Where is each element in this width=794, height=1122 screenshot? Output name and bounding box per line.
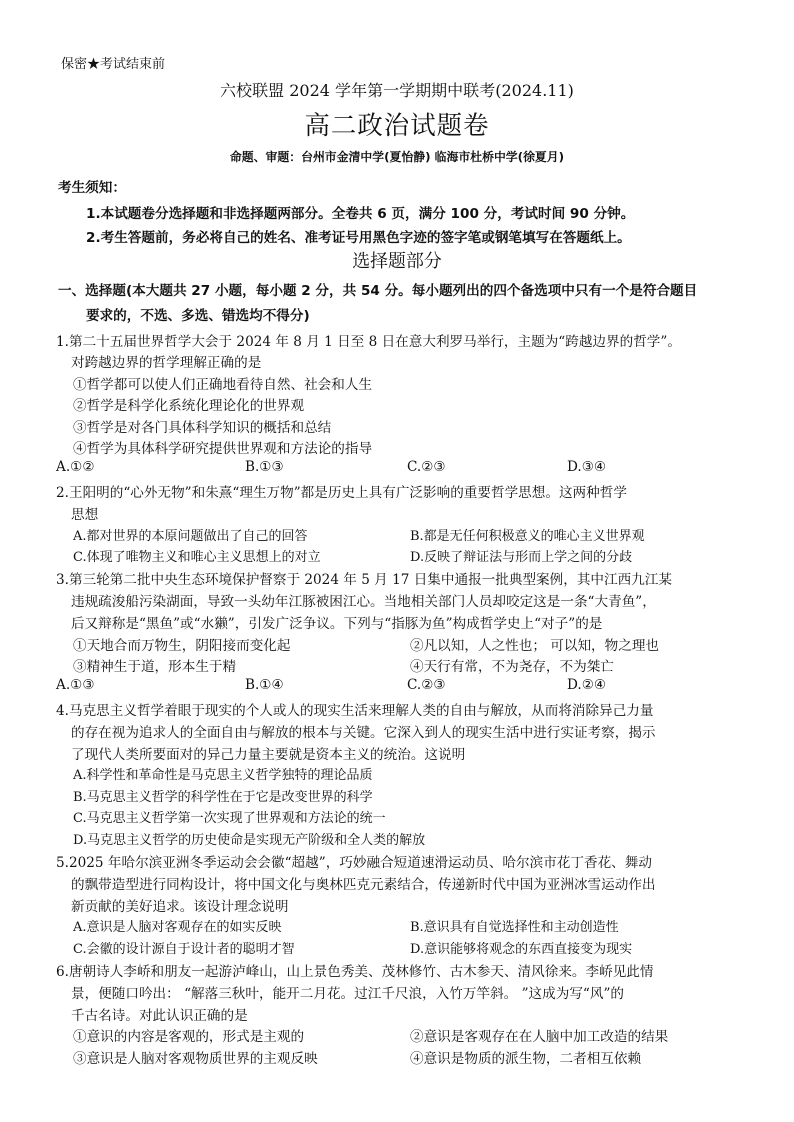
question-4-option-c[interactable]: C.马克思主义哲学第一次实现了世界观和方法论的统一 xyxy=(73,811,386,826)
question-1-statement: ②哲学是科学化系统化理论化的世界观 xyxy=(73,398,305,414)
question-5-stem-cont: 的飘带造型进行同构设计，将中国文化与奥林匹克元素结合，传递新时代中国为亚洲冰雪运动作出 xyxy=(71,877,656,893)
question-1-option-b[interactable]: B.①③ xyxy=(245,459,284,475)
question-3-statement: ①天地合而万物生，阴阳接而变化起 xyxy=(73,638,291,654)
question-2-option-b[interactable]: B.都是无任何积极意义的唯心主义世界观 xyxy=(410,529,645,544)
question-1-option-a[interactable]: A.①② xyxy=(56,459,95,475)
question-1-option-c[interactable]: C.②③ xyxy=(407,459,446,475)
question-6-statement: ④意识是物质的派生物，二者相互依赖 xyxy=(410,1051,642,1067)
question-4-option-a[interactable]: A.科学性和革命性是马克思主义哲学独特的理论品质 xyxy=(73,768,373,783)
question-3-option-d[interactable]: D.②④ xyxy=(567,677,607,693)
question-1-option-d[interactable]: D.③④ xyxy=(567,459,607,475)
part-header: 一、选择题(本大题共 27 小题，每小题 2 分，共 54 分。每小题列出的四个备选项中只有一个是符合题目 xyxy=(58,283,698,299)
question-2-option-c[interactable]: C.体现了唯物主义和唯心主义思想上的对立 xyxy=(73,550,321,565)
question-6-stem: 6.唐朝诗人李峤和朋友一起游泸峰山，山上景色秀美、茂林修竹、古木参天、清风徐来。李峤见此情 xyxy=(56,964,654,980)
question-5-stem: 5.2025 年哈尔滨亚洲冬季运动会会徽“超越”，巧妙融合短道速滑运动员、哈尔滨市花丁香花、舞动 xyxy=(56,855,652,871)
notice-item: 2.考生答题前，务必将自己的姓名、准考证号用黑色字迹的签字笔或钢笔填写在答题纸上。 xyxy=(86,230,631,246)
question-1-statement: ①哲学都可以使人们正确地看待自然、社会和人生 xyxy=(73,377,373,393)
question-1-statement: ④哲学为具体科学研究提供世界观和方法论的指导 xyxy=(73,441,373,457)
question-3-stem: 3.第三轮第二批中央生态环境保护督察于 2024 年 5 月 17 日集中通报一批典型案例，其中江西九江某 xyxy=(56,572,672,588)
notice-title: 考生须知： xyxy=(58,180,126,196)
page-title: 高二政治试题卷 xyxy=(304,110,490,140)
question-3-statement: ③精神生于道，形本生于精 xyxy=(73,659,237,675)
question-4-option-b[interactable]: B.马克思主义哲学的科学性在于它是改变世界的科学 xyxy=(73,790,373,805)
question-5-option-c[interactable]: C.会徽的设计源自于设计者的聪明才智 xyxy=(73,942,295,957)
question-5-stem-cont: 新贡献的美好追求。该设计理念说明 xyxy=(71,899,289,915)
question-5-option-a[interactable]: A.意识是人脑对客观存在的如实反映 xyxy=(73,920,282,935)
question-3-option-a[interactable]: A.①③ xyxy=(56,677,95,693)
question-4-option-d[interactable]: D.马克思主义哲学的历史使命是实现无产阶级和全人类的解放 xyxy=(73,833,426,848)
question-1-stem-cont: 对跨越边界的哲学理解正确的是 xyxy=(71,355,262,371)
question-3-statement: ②凡以知，人之性也； 可以知，物之理也 xyxy=(410,638,660,654)
question-2-option-a[interactable]: A.都对世界的本原问题做出了自己的回答 xyxy=(73,529,308,544)
question-5-option-d[interactable]: D.意识能够将观念的东西直接变为现实 xyxy=(410,942,633,957)
question-3-option-c[interactable]: C.②③ xyxy=(407,677,446,693)
question-6-stem-cont: 千古名诗。对此认识正确的是 xyxy=(71,1008,248,1024)
section-title: 选择题部分 xyxy=(352,251,442,272)
question-5-option-b[interactable]: B.意识具有自觉选择性和主动创造性 xyxy=(410,920,619,935)
notice-item: 1.本试题卷分选择题和非选择题两部分。全卷共 6 页，满分 100 分，考试时间 90 分钟。 xyxy=(86,206,635,222)
question-2-option-d[interactable]: D.反映了辩证法与形而上学之间的分歧 xyxy=(410,550,633,565)
question-4-stem: 4.马克思主义哲学着眼于现实的个人或人的现实生活来理解人类的自由与解放，从而将消除异己力量 xyxy=(56,703,654,719)
question-6-statement: ③意识是人脑对客观物质世界的主观反映 xyxy=(73,1051,318,1067)
part-header-cont: 要求的，不选、多选、错选均不得分) xyxy=(86,308,310,324)
question-2-stem-cont: 思想 xyxy=(71,507,99,523)
question-6-stem-cont: 景，便随口吟出： “解落三秋叶，能开二月花。过江千尺浪，入竹万竿斜。 ”这成为写“风”的 xyxy=(71,986,624,1002)
exam-name: 六校联盟 2024 学年第一学期期中联考(2024.11) xyxy=(220,81,574,100)
question-3-statement: ④天行有常，不为尧存，不为桀亡 xyxy=(410,659,614,675)
question-4-stem-cont: 的存在视为追求人的全面自由与解放的根本与关键。它深入到人的现实生活中进行实证考察，揭示 xyxy=(71,725,656,741)
question-6-statement: ②意识是客观存在在人脑中加工改造的结果 xyxy=(410,1029,669,1045)
question-4-stem-cont: 了现代人类所要面对的异己力量主要就是资本主义的统治。这说明 xyxy=(71,747,466,763)
question-1-statement: ③哲学是对各门具体科学知识的概括和总结 xyxy=(73,420,332,436)
question-3-stem-cont: 违规疏浚船污染湖面，导致一头幼年江豚被困江心。当地相关部门人员却咬定这是一条“大青鱼”， xyxy=(71,594,656,610)
question-3-stem-cont: 后又辩称是“黑鱼”或“水獭”，引发广泛争议。下列与“指豚为鱼”构成哲学史上“对子”的是 xyxy=(71,616,603,632)
question-2-stem: 2.王阳明的“心外无物”和朱熹“理生万物”都是历史上具有广泛影响的重要哲学思想。这两种哲学 xyxy=(56,485,627,501)
question-3-option-b[interactable]: B.①④ xyxy=(245,677,284,693)
confidential-mark: 保密★考试结束前 xyxy=(61,57,166,72)
authors-line: 命题、审题：台州市金清中学(夏怡静) 临海市杜桥中学(徐夏月) xyxy=(229,150,565,164)
question-6-statement: ①意识的内容是客观的，形式是主观的 xyxy=(73,1029,305,1045)
question-1-stem: 1.第二十五届世界哲学大会于 2024 年 8 月 1 日至 8 日在意大利罗马举行，主题为“跨越边界的哲学”。 xyxy=(56,334,681,350)
